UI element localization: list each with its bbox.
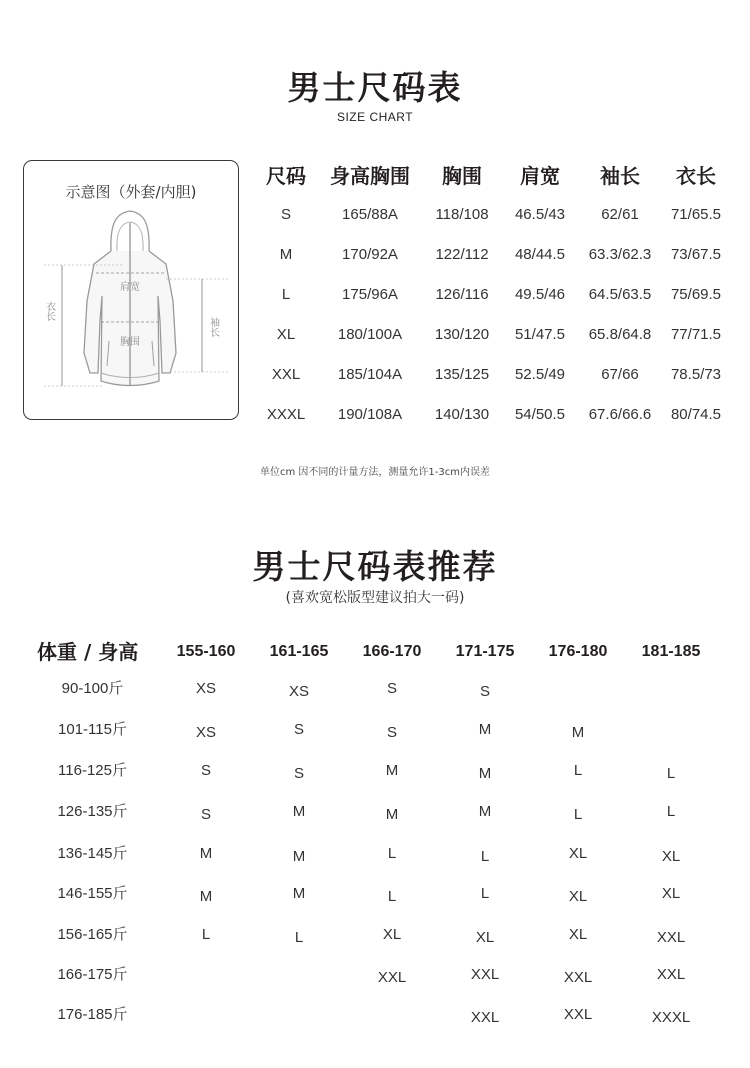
recommended-size: XL: [568, 845, 588, 862]
cell-size: S: [280, 206, 291, 223]
height-col-1: 155-160: [176, 643, 236, 660]
cell-shoulder: 51/47.5: [514, 326, 566, 343]
cell-size: XXL: [271, 366, 301, 383]
height-col-2: 161-165: [269, 643, 329, 660]
recommended-size: L: [666, 803, 676, 820]
recommended-size: S: [200, 806, 211, 823]
recommended-size: M: [478, 765, 492, 782]
cell-chest: 126/116: [435, 286, 489, 303]
height-col-5: 176-180: [548, 643, 608, 660]
cell-shoulder: 52.5/49: [514, 366, 566, 383]
recommendation-row: [0, 882, 750, 922]
cell-height-chest: 175/96A: [342, 286, 398, 303]
header-sleeve: 袖长: [600, 164, 640, 188]
cell-length: 80/74.5: [670, 406, 722, 423]
recommended-size: M: [571, 724, 585, 741]
recommended-size: XXXL: [651, 1009, 691, 1026]
cell-size: XL: [276, 326, 296, 343]
cell-shoulder: 46.5/43: [514, 206, 566, 223]
weight-range: 90-100斤: [61, 680, 124, 697]
recommendation-row: [0, 800, 750, 840]
cell-height-chest: 180/100A: [337, 326, 403, 343]
recommended-size: XXL: [656, 929, 686, 946]
recommended-size: M: [199, 845, 213, 862]
recommended-size: M: [292, 803, 306, 820]
recommended-size: L: [573, 806, 583, 823]
recommended-size: XL: [475, 929, 495, 946]
cell-length: 75/69.5: [670, 286, 722, 303]
cell-sleeve: 67.6/66.6: [588, 406, 652, 423]
cell-size: XXXL: [266, 406, 306, 423]
recommended-size: XL: [382, 926, 402, 943]
size-table-row: [258, 400, 730, 440]
recommended-size: S: [479, 683, 490, 700]
recommended-size: XS: [288, 683, 309, 700]
recommendation-row: [0, 718, 750, 758]
recommended-size: XL: [661, 848, 681, 865]
recommended-size: S: [386, 724, 397, 741]
recommended-size: M: [385, 806, 399, 823]
recommendation-row: [0, 923, 750, 963]
header-length: 衣长: [676, 164, 716, 188]
height-col-6: 181-185: [641, 643, 701, 660]
recommended-size: XL: [568, 888, 588, 905]
header-shoulder: 肩宽: [520, 164, 560, 188]
cell-length: 77/71.5: [670, 326, 722, 343]
cell-height-chest: 185/104A: [337, 366, 403, 383]
recommended-size: XXL: [470, 1009, 500, 1026]
garment-diagram: [23, 160, 239, 420]
weight-range: 136-145斤: [57, 845, 128, 862]
weight-range: 126-135斤: [57, 803, 128, 820]
recommended-size: XXL: [470, 966, 500, 983]
size-table-header: [258, 160, 730, 200]
height-col-3: 166-170: [362, 643, 422, 660]
recommendation-subtitle: (喜欢宽松版型建议拍大一码): [285, 590, 465, 606]
cell-chest: 135/125: [434, 366, 490, 383]
recommendation-row: [0, 1003, 750, 1043]
weight-height-header: 体重 / 身高: [37, 640, 139, 664]
size-chart-title: 男士尺码表: [287, 68, 463, 107]
size-table-row: [258, 360, 730, 400]
cell-length: 78.5/73: [670, 366, 722, 383]
recommended-size: M: [385, 762, 399, 779]
recommended-size: XXL: [656, 966, 686, 983]
recommended-size: S: [293, 765, 304, 782]
cell-shoulder: 49.5/46: [514, 286, 566, 303]
recommended-size: L: [573, 762, 583, 779]
recommended-size: XXL: [377, 969, 407, 986]
cell-sleeve: 62/61: [601, 206, 639, 223]
cell-size: M: [279, 246, 293, 263]
header-height-chest: 身高胸围: [330, 164, 410, 188]
weight-range: 166-175斤: [57, 966, 128, 983]
recommended-size: XL: [568, 926, 588, 943]
cell-sleeve: 65.8/64.8: [588, 326, 652, 343]
height-col-4: 171-175: [455, 643, 515, 660]
size-table-row: [258, 240, 730, 280]
jacket-illustration: [24, 161, 237, 418]
weight-range: 146-155斤: [57, 885, 128, 902]
recommended-size: L: [387, 845, 397, 862]
recommended-size: M: [292, 848, 306, 865]
sleeve-label: 袖长: [207, 317, 219, 337]
length-label: 衣长: [43, 301, 55, 321]
recommended-size: L: [666, 765, 676, 782]
cell-height-chest: 165/88A: [342, 206, 398, 223]
size-table-row: [258, 320, 730, 360]
recommended-size: M: [478, 721, 492, 738]
recommended-size: L: [480, 848, 490, 865]
recommended-size: M: [199, 888, 213, 905]
recommended-size: L: [201, 926, 211, 943]
recommendation-header: [0, 636, 750, 668]
cell-sleeve: 64.5/63.5: [588, 286, 652, 303]
size-table-row: [258, 200, 730, 240]
weight-range: 116-125斤: [58, 762, 127, 779]
recommendation-row: [0, 963, 750, 1003]
cell-sleeve: 63.3/62.3: [588, 246, 652, 263]
recommended-size: M: [292, 885, 306, 902]
size-chart-subtitle: SIZE CHART: [336, 110, 414, 124]
shoulder-label: 肩宽: [120, 282, 140, 293]
recommended-size: S: [200, 762, 211, 779]
recommended-size: L: [387, 888, 397, 905]
cell-chest: 122/112: [435, 246, 489, 263]
recommended-size: L: [480, 885, 490, 902]
size-table-row: [258, 280, 730, 320]
cell-length: 71/65.5: [670, 206, 722, 223]
recommended-size: S: [386, 680, 397, 697]
measurement-note: 单位cm 因不同的计量方法，测量允许1-3cm内误差: [260, 467, 490, 478]
chest-label: 胸围: [120, 337, 140, 348]
recommended-size: L: [294, 929, 304, 946]
cell-length: 73/67.5: [670, 246, 722, 263]
recommended-size: M: [478, 803, 492, 820]
cell-shoulder: 48/44.5: [514, 246, 566, 263]
recommendation-title: 男士尺码表推荐: [252, 547, 498, 586]
cell-height-chest: 190/108A: [337, 406, 403, 423]
recommended-size: XL: [661, 885, 681, 902]
recommended-size: XS: [195, 680, 216, 697]
recommended-size: XXL: [563, 969, 593, 986]
diagram-title: 示意图（外套/内胆): [65, 183, 197, 201]
weight-range: 176-185斤: [57, 1006, 128, 1023]
header-chest: 胸围: [442, 164, 482, 188]
cell-size: L: [281, 286, 291, 303]
cell-chest: 140/130: [434, 406, 490, 423]
header-size: 尺码: [266, 164, 306, 188]
weight-range: 101-115斤: [58, 721, 127, 738]
weight-range: 156-165斤: [57, 926, 128, 943]
recommendation-row: [0, 677, 750, 717]
cell-chest: 118/108: [435, 206, 489, 223]
recommended-size: XS: [195, 724, 216, 741]
cell-shoulder: 54/50.5: [514, 406, 566, 423]
recommended-size: S: [293, 721, 304, 738]
cell-chest: 130/120: [434, 326, 490, 343]
cell-sleeve: 67/66: [601, 366, 639, 383]
cell-height-chest: 170/92A: [342, 246, 398, 263]
recommendation-row: [0, 842, 750, 882]
recommendation-row: [0, 759, 750, 799]
recommended-size: XXL: [563, 1006, 593, 1023]
